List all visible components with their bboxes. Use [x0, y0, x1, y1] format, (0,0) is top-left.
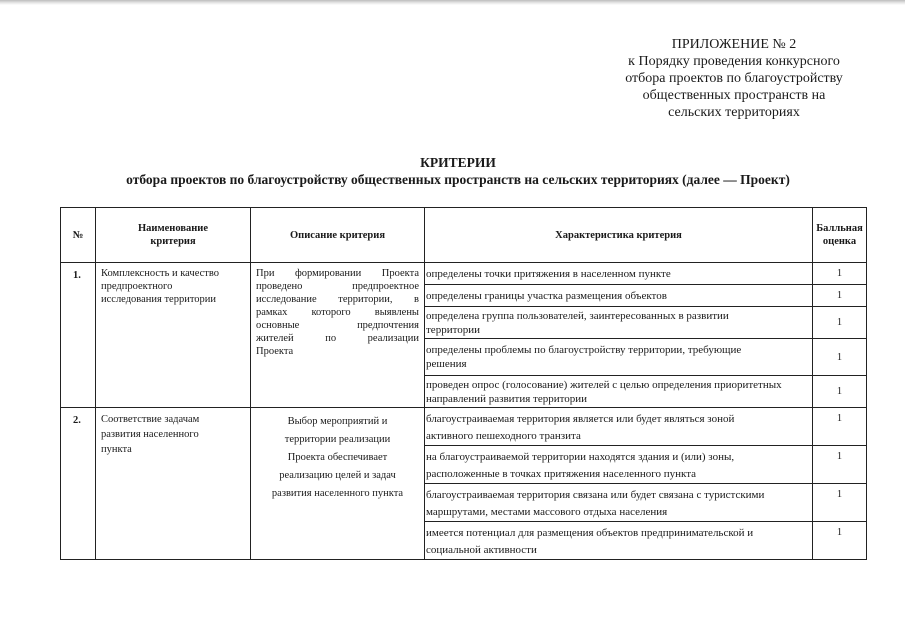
table-row: [61, 408, 867, 446]
criterion-name-line: Соответствие задачам: [101, 414, 200, 425]
document-heading: [60, 154, 856, 188]
characteristic-cell: [425, 339, 813, 376]
score-cell: 1: [813, 263, 867, 285]
score-cell: 1: [813, 446, 867, 484]
characteristic-line: направлений развития территории: [426, 392, 588, 405]
document-subtitle: отбора проектов по благоустройству общественных пространств на сельских территориях (далее — Проект): [126, 172, 790, 187]
description-line: Проекта обеспечивает: [287, 452, 388, 463]
scan-edge: [0, 0, 905, 5]
criterion-name-line: предпроектного: [101, 281, 173, 292]
score-cell: 1: [813, 376, 867, 408]
criterion-name-line: пункта: [101, 444, 132, 455]
score-cell: 1: [813, 484, 867, 522]
header-description: Описание критерия: [251, 208, 425, 263]
table-row: [61, 263, 867, 285]
appendix-line: сельских территориях: [668, 105, 800, 120]
description-line: Проекта: [256, 346, 294, 357]
header-score-line: оценка: [822, 236, 857, 247]
criterion-description: [251, 263, 425, 408]
characteristic-cell: [425, 408, 813, 446]
characteristic-cell: [425, 307, 813, 339]
characteristic-line: проведен опрос (голосование) жителей с целью определения приоритетных: [426, 378, 782, 391]
row-number: 1.: [61, 263, 96, 408]
criterion-name-line: Комплексность и качество: [101, 268, 220, 279]
criterion-name-line: исследования территории: [101, 294, 217, 305]
appendix-line: отбора проектов по благоустройству: [625, 71, 843, 86]
appendix-title: ПРИЛОЖЕНИЕ № 2: [671, 37, 797, 52]
characteristic-cell: [425, 285, 813, 307]
description-line: рамках которого выявлены: [256, 307, 419, 318]
criteria-table: [60, 207, 867, 560]
characteristic-cell: [425, 484, 813, 522]
document-title: КРИТЕРИИ: [420, 155, 496, 170]
score-cell: 1: [813, 307, 867, 339]
header-score: [813, 208, 867, 263]
appendix-line: к Порядку проведения конкурсного: [628, 54, 840, 69]
header-characteristic: Характеристика критерия: [425, 208, 813, 263]
header-number: №: [61, 208, 96, 263]
table-header-row: [61, 208, 867, 263]
description-line: основные предпочтения: [256, 320, 419, 331]
description-line: реализацию целей и задач: [279, 470, 396, 481]
characteristic-line: активного пешеходного транзита: [426, 430, 581, 442]
characteristic-line: определены границы участка размещения объектов: [426, 289, 667, 302]
characteristic-line: территории: [426, 323, 481, 336]
description-line: жителей по реализации: [256, 333, 419, 344]
score-cell: 1: [813, 408, 867, 446]
characteristic-line: решения: [426, 358, 467, 370]
characteristic-line: социальной активности: [426, 544, 537, 556]
score-cell: 1: [813, 285, 867, 307]
criterion-name: [96, 263, 251, 408]
characteristic-line: на благоустраиваемой территории находятся здания и (или) зоны,: [426, 451, 735, 463]
criterion-name: [96, 408, 251, 560]
score-cell: 1: [813, 339, 867, 376]
characteristic-line: маршрутами, местами массового отдыха населения: [426, 506, 668, 518]
appendix-line: общественных пространств на: [642, 88, 826, 103]
characteristic-line: благоустраиваемая территория является или будет являться зоной: [426, 413, 735, 425]
header-name-line: Наименование: [138, 223, 208, 234]
description-line: Выбор мероприятий и: [287, 416, 388, 427]
characteristic-line: определена группа пользователей, заинтересованных в развитии: [426, 309, 729, 322]
characteristic-line: благоустраиваемая территория связана или будет связана с туристскими: [426, 489, 765, 501]
header-score-line: Балльная: [816, 223, 863, 234]
characteristic-cell: [425, 522, 813, 560]
characteristic-line: расположенные в точках притяжения населенного пункта: [426, 468, 697, 480]
characteristic-line: определены проблемы по благоустройству территории, требующие: [426, 344, 742, 356]
characteristic-line: определены точки притяжения в населенном пункте: [426, 267, 671, 280]
description-line: исследование территории, в: [256, 294, 419, 305]
score-cell: 1: [813, 522, 867, 560]
criterion-name-line: развития населенного: [101, 429, 199, 440]
description-line: При формировании Проекта: [256, 268, 419, 279]
header-name: [96, 208, 251, 263]
characteristic-cell: [425, 263, 813, 285]
characteristic-line: имеется потенциал для размещения объектов предпринимательской и: [426, 527, 754, 539]
appendix-block: [599, 36, 869, 121]
description-line: территории реализации: [284, 434, 391, 445]
header-name-line: критерия: [150, 236, 196, 247]
row-number: 2.: [61, 408, 96, 560]
characteristic-cell: [425, 376, 813, 408]
characteristic-cell: [425, 446, 813, 484]
description-line: проведено предпроектное: [256, 281, 419, 292]
description-line: развития населенного пункта: [271, 488, 404, 499]
criterion-description: [251, 408, 425, 560]
